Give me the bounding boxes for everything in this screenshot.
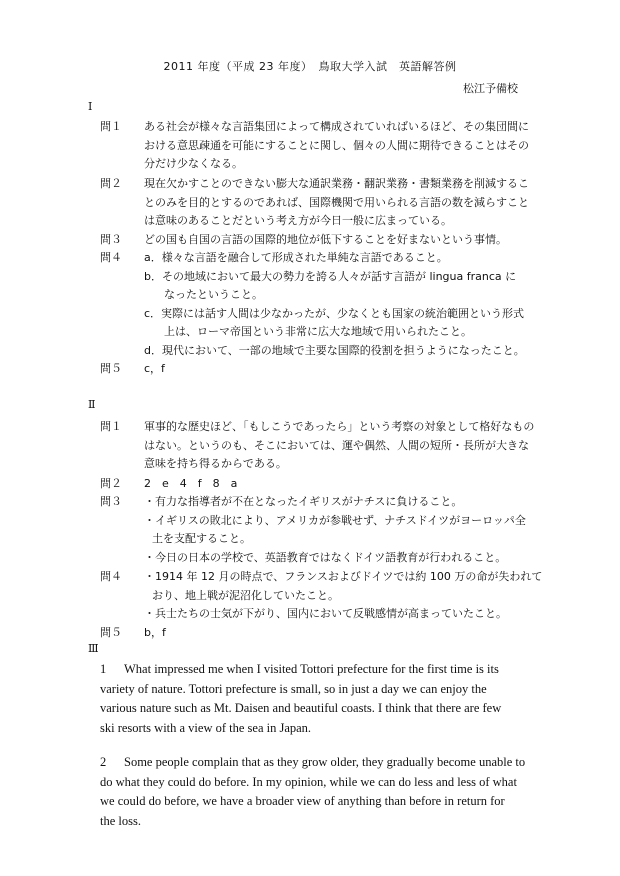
answer-line: ・1914 年 12 月の時点で、フランスおよびドイツでは約 100 万の命が失われて xyxy=(144,570,543,583)
question-number: 問１ xyxy=(100,420,122,433)
answer-line: は意味のあることだという考え方が今日一般に広まっている。 xyxy=(144,214,452,227)
answer-number: 2 xyxy=(100,755,107,769)
answer-line: 意味を持ち得るからである。 xyxy=(144,457,287,470)
question-number: 問５ xyxy=(100,626,122,639)
question-number: 問３ xyxy=(100,495,122,508)
answer-line: a．様々な言語を融合して形成された単純な言語であること。 xyxy=(144,251,448,264)
section-3-answer-1 xyxy=(100,660,540,738)
answer-line: b．その地域において最大の勢力を誇る人々が話す言語が lingua franca に xyxy=(144,269,517,283)
answer-line: なったということ。 xyxy=(164,288,263,301)
author-name: 松江予備校 xyxy=(463,82,518,95)
question-number: 問４ xyxy=(100,570,122,583)
section-3-label: Ⅲ xyxy=(88,642,99,655)
answer-line: c，f xyxy=(144,362,165,375)
answer-number: 1 xyxy=(100,662,107,676)
question-number: 問１ xyxy=(100,120,122,133)
answer-line: はない。というのも、そこにおいては、運や偶然、人間の短所・長所が大きな xyxy=(144,438,529,452)
answer-line: 2 e 4 f 8 a xyxy=(144,477,238,490)
answer-line: とのみを目的とするのであれば、国際機関で用いられる言語の数を減らすこと xyxy=(144,195,529,209)
answer-line: b，f xyxy=(144,626,166,639)
question-number: 問３ xyxy=(100,233,122,246)
answer-line: 現在欠かすことのできない膨大な通訳業務・翻訳業務・書類業務を削減するこ xyxy=(144,177,529,190)
english-line: we could do before, we have a broader view of anything than before in return for xyxy=(100,794,505,808)
answer-line: 上は、ローマ帝国という非常に広大な地域で用いられたこと。 xyxy=(164,325,472,338)
section-1-label: Ⅰ xyxy=(88,100,93,113)
english-line: the loss. xyxy=(100,813,141,828)
section-3-answer-2 xyxy=(100,753,540,831)
answer-line: ・兵士たちの士気が下がり、国内において反戦感情が高まっていたこと。 xyxy=(144,607,507,620)
question-number: 問４ xyxy=(100,251,122,264)
english-line: variety of nature. Tottori prefecture is small, so in just a day we can enjoy the xyxy=(100,681,487,696)
answer-line: ・イギリスの敗北により、アメリカが参戦せず、ナチスドイツがヨーロッパ全 xyxy=(144,513,526,527)
page-title: 2011 年度（平成 23 年度） 鳥取大学入試 英語解答例 xyxy=(163,60,457,73)
answer-line: 土を支配すること。 xyxy=(152,532,251,545)
answer-line: おける意思疎通を可能にすることに関し、個々の人間に期待できることはその xyxy=(144,138,529,152)
answer-line: d．現代において、一部の地域で主要な国際的役割を担うようになったこと。 xyxy=(144,343,525,357)
answer-line: 軍事的な歴史ほど、「もしこうであったら」という考察の対象として格好なもの xyxy=(144,420,535,433)
question-number: 問５ xyxy=(100,362,122,375)
english-line: What impressed me when I visited Tottori prefecture for the first time is its xyxy=(124,662,499,676)
answer-line: どの国も自国の言語の国際的地位が低下することを好まないという事情。 xyxy=(144,233,507,246)
english-line: do what they could do before. In my opinion, while we can do less and less of what xyxy=(100,774,517,789)
answer-line: c．実際には話す人間は少なかったが、少なくとも国家の統治範囲という形式 xyxy=(144,306,525,320)
question-number: 問２ xyxy=(100,177,122,190)
answer-line: ・今日の日本の学校で、英語教育ではなくドイツ語教育が行われること。 xyxy=(144,550,507,564)
answer-line: 分だけ少なくなる。 xyxy=(144,157,243,170)
english-line: ski resorts with a view of the sea in Japan. xyxy=(100,720,312,735)
question-number: 問２ xyxy=(100,477,122,490)
english-line: Some people complain that as they grow older, they gradually become unable to xyxy=(124,755,526,769)
answer-line: ある社会が様々な言語集団によって構成されていればいるほど、その集団間に xyxy=(144,120,529,133)
english-line: various nature such as Mt. Daisen and beautiful coasts. I think that there are few xyxy=(100,701,502,715)
section-2-label: Ⅱ xyxy=(88,398,96,411)
answer-line: おり、地上戦が泥沼化していたこと。 xyxy=(152,588,339,602)
answer-line: ・有力な指導者が不在となったイギリスがナチスに負けること。 xyxy=(144,495,463,508)
